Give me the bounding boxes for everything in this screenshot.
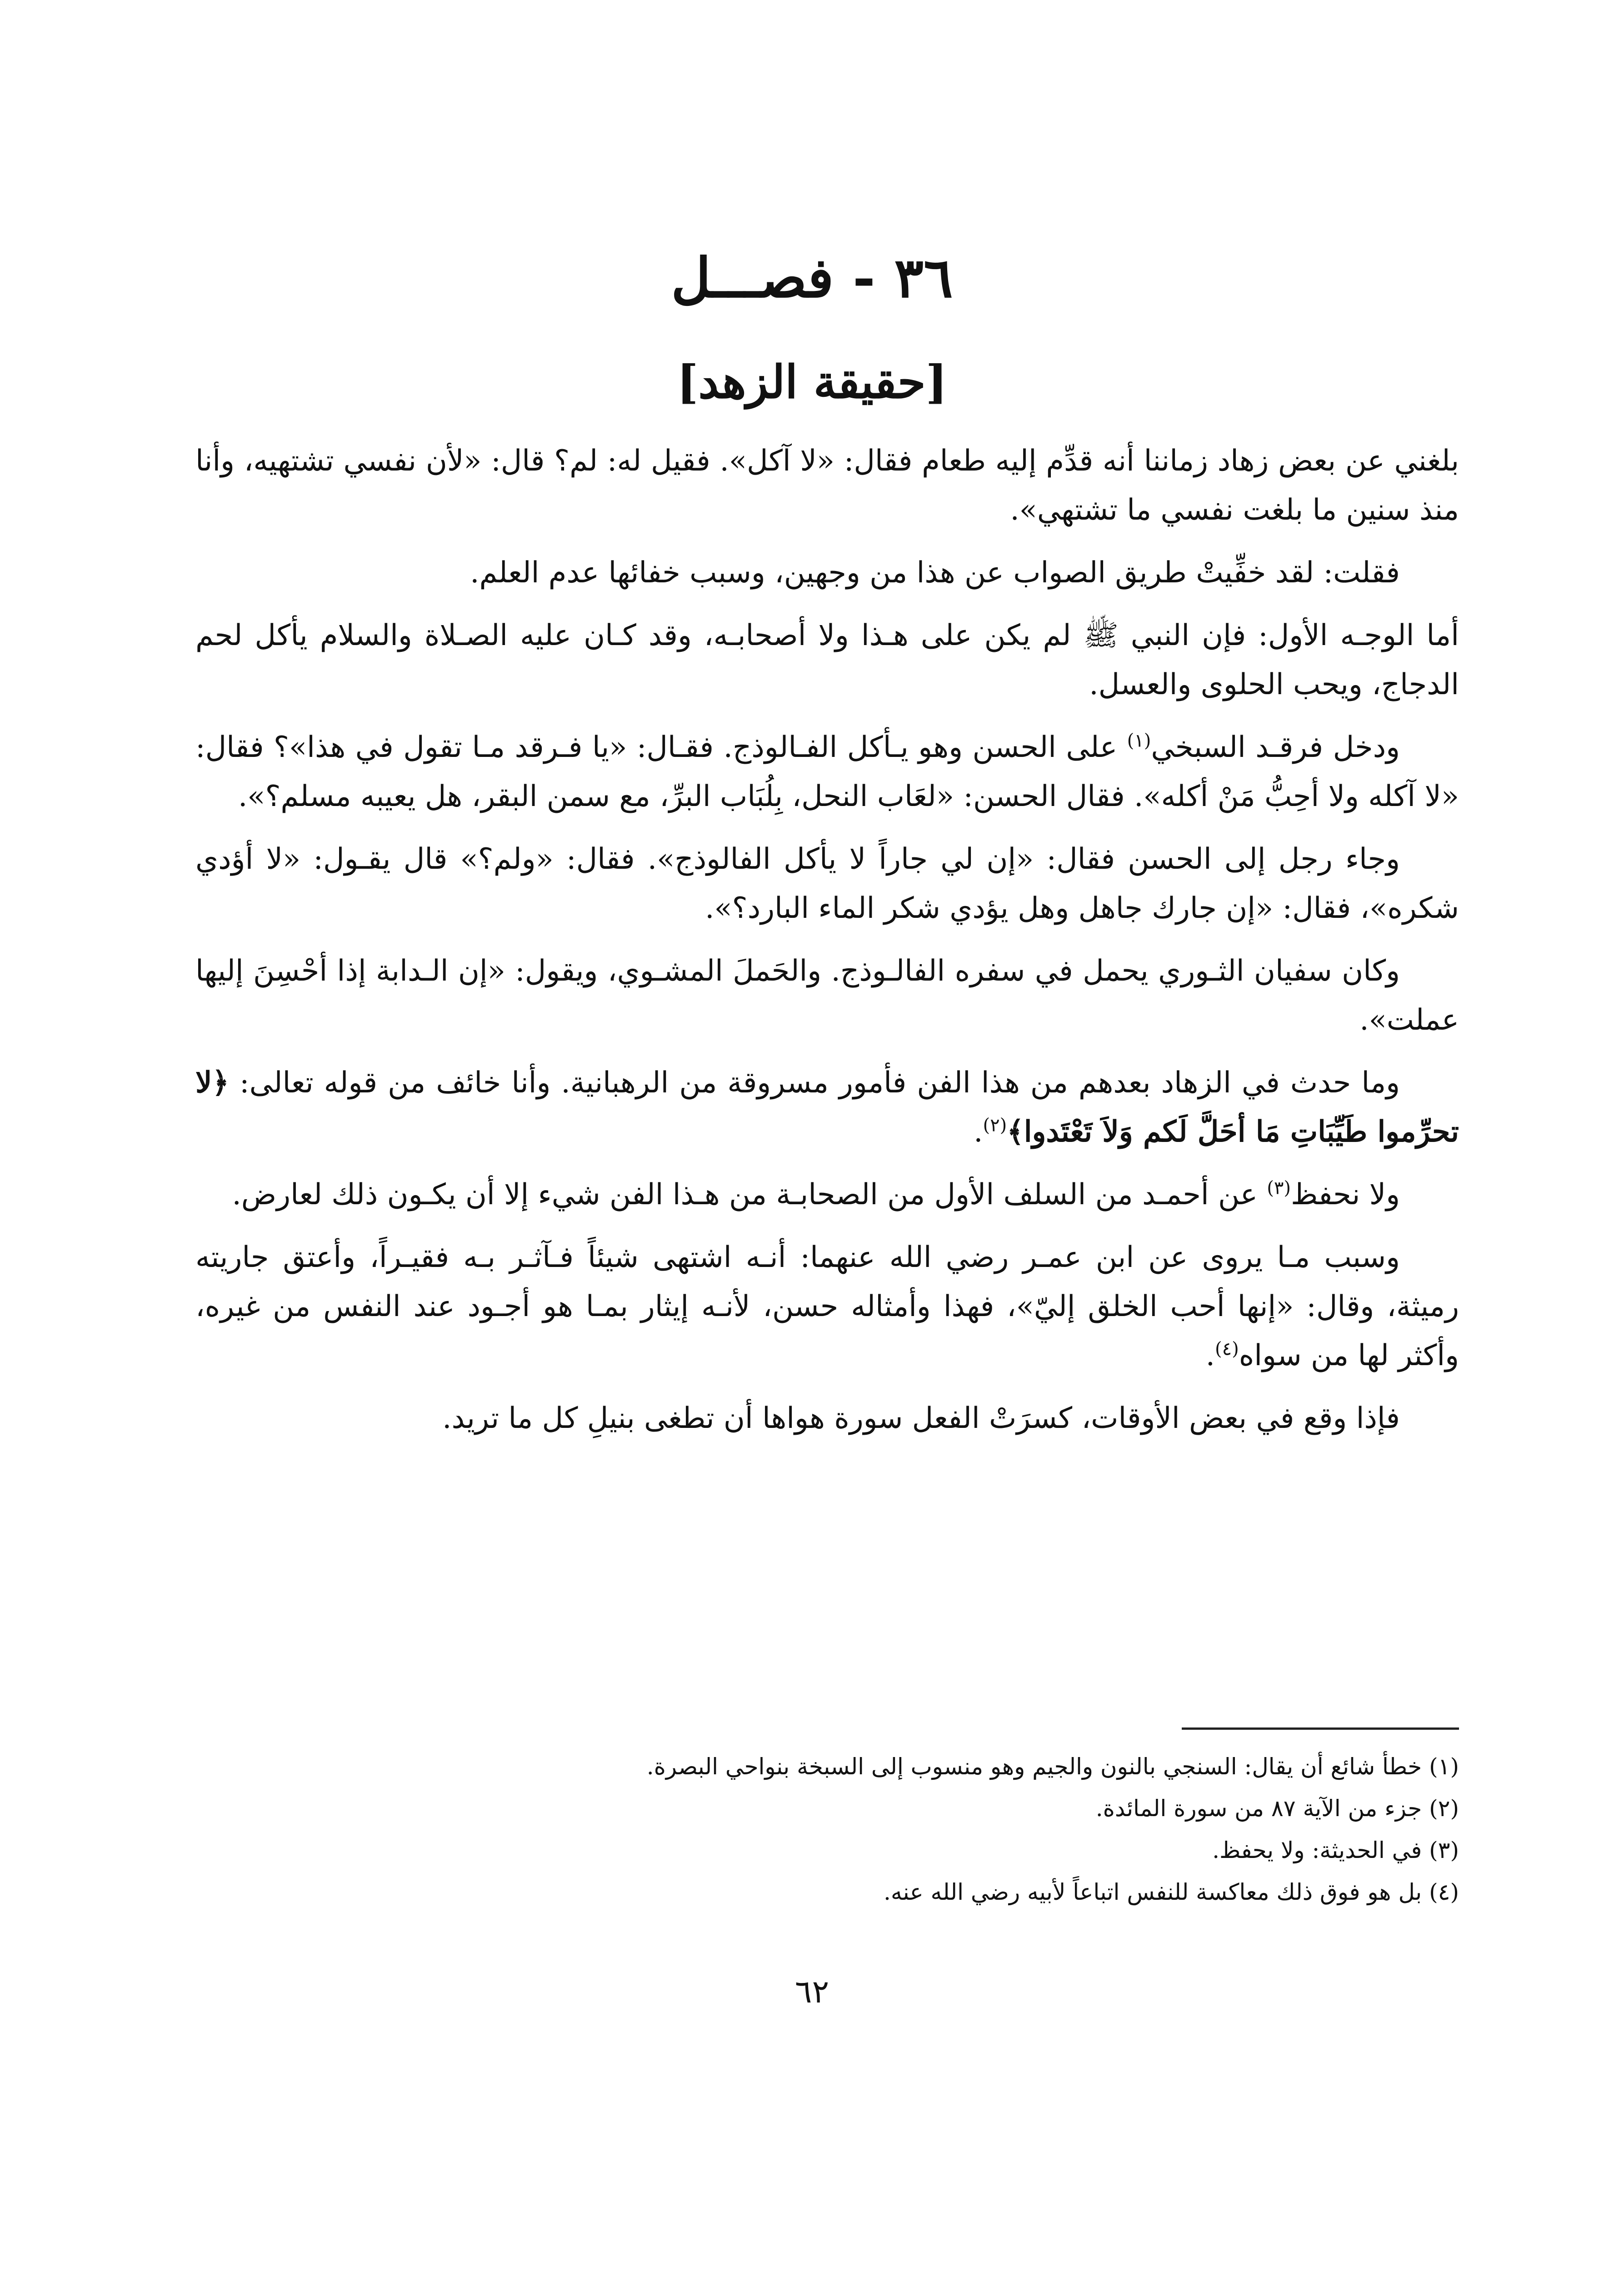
paragraph-3: أما الوجـه الأول: فإن النبي ﷺ لم يكن على هـذا ولا أصحابـه، وقد كـان عليه الصـلاة والسلام يأكل لحم الدجاج، ويحب الحلوى والعسل. xyxy=(195,619,1459,701)
footnote-3: (٣) في الحديثة: ولا يحفظ. xyxy=(1212,1837,1459,1863)
page-number: ٦٢ xyxy=(795,1973,829,2010)
paragraph-4 xyxy=(195,723,1459,821)
paragraph-6: وكان سفيان الثـوري يحمل في سفره الفالـوذج. والحَملَ المشـوي، ويقول: «إن الـدابة إذا أحْسِنَ إليها عملت». xyxy=(195,954,1459,1037)
paragraph-9 xyxy=(195,1233,1459,1380)
paragraph-8-part-b: عن أحمـد من السلف الأول من الصحابـة من هـذا الفن شيء إلا أن يكـون ذلك لعارض. xyxy=(232,1178,1267,1212)
footnote-mark-4: (٤) xyxy=(1214,1338,1239,1360)
section-title: [حقيقة الزهد] xyxy=(677,355,947,409)
paragraph-8-part-a: ولا نحفظ xyxy=(1291,1178,1400,1212)
paragraph-7-part-b: . xyxy=(974,1115,983,1149)
footnote-mark-1: (١) xyxy=(1127,730,1151,751)
chapter-title: ٣٦ - فصـــل xyxy=(671,246,953,310)
footnote-divider xyxy=(1182,1727,1459,1730)
paragraph-9-part-b: . xyxy=(1205,1339,1215,1372)
paragraph-8 xyxy=(195,1170,1459,1219)
paragraph-1: بلغني عن بعض زهاد زماننا أنه قدِّم إليه طعام فقال: «لا آكل». فقيل له: لم؟ قال: «لأن نفسي تشتهيه، وأنا منذ سنين ما بلغت نفسي ما تشتهي». xyxy=(195,444,1459,527)
footnote-mark-2: (٢) xyxy=(983,1115,1007,1136)
footnote-2: (٢) جزء من الآية ٨٧ من سورة المائدة. xyxy=(1095,1795,1459,1822)
paragraph-5: وجاء رجل إلى الحسن فقال: «إن لي جاراً لا يأكل الفالوذج». فقال: «ولم؟» قال يقـول: «لا أؤدي شكره»، فقال: «إن جارك جاهل وهل يؤدي شكر الماء البارد؟». xyxy=(195,842,1459,925)
quran-verse: ﴿لا تحرِّموا طَيِّبَاتِ مَا أحَلَّ لَكم وَلاَ تَعْتَدوا﴾ xyxy=(195,1066,1459,1149)
footnotes xyxy=(195,1746,1459,1913)
paragraph-7 xyxy=(195,1058,1459,1157)
footnote-mark-3: (٣) xyxy=(1267,1177,1291,1199)
footnote-1: (١) خطأ شائع أن يقال: السنجي بالنون والجيم وهو منسوب إلى السبخة بنواحي البصرة. xyxy=(646,1753,1459,1780)
body-text xyxy=(195,436,1459,1457)
paragraph-7-part-a: وما حدث في الزهاد بعدهم من هذا الفن فأمور مسروقة من الرهبانية. وأنا خائف من قوله تعالى: xyxy=(229,1066,1400,1100)
paragraph-2: فقلت: لقد خفِّيتْ طريق الصواب عن هذا من وجهين، وسبب خفائها عدم العلم. xyxy=(470,556,1400,590)
footnote-4: (٤) بل هو فوق ذلك معاكسة للنفس اتباعاً لأبيه رضي الله عنه. xyxy=(883,1879,1459,1905)
paragraph-4-part-b: على الحسن وهو يـأكل الفـالوذج. فقـال: «يا فـرقد مـا تقول في هذا»؟ فقال: «لا آكله ولا أحِبُّ مَنْ أكله». فقال الحسن: «لعَاب النحل، بِلُبَاب البرِّ، مع سمن البقر، هل يعيبه مسلم؟». xyxy=(195,731,1459,813)
paragraph-10: فإذا وقع في بعض الأوقات، كسرَتْ الفعل سورة هواها أن تطغى بنيلِ كل ما تريد. xyxy=(442,1402,1400,1435)
paragraph-9-part-a: وسبب مـا يروى عن ابن عمـر رضي الله عنهما: أنـه اشتهى شيئاً فـآثـر بـه فقيـراً، وأعتق جاريته رميثة، وقال: «إنها أحب الخلق إليّ»، فهذا وأمثاله حسن، لأنـه إيثار بمـا هو أجـود عند النفس من غيره، وأكثر لها من سواه xyxy=(195,1241,1459,1372)
paragraph-4-part-a: ودخل فرقـد السبخي xyxy=(1151,731,1400,764)
